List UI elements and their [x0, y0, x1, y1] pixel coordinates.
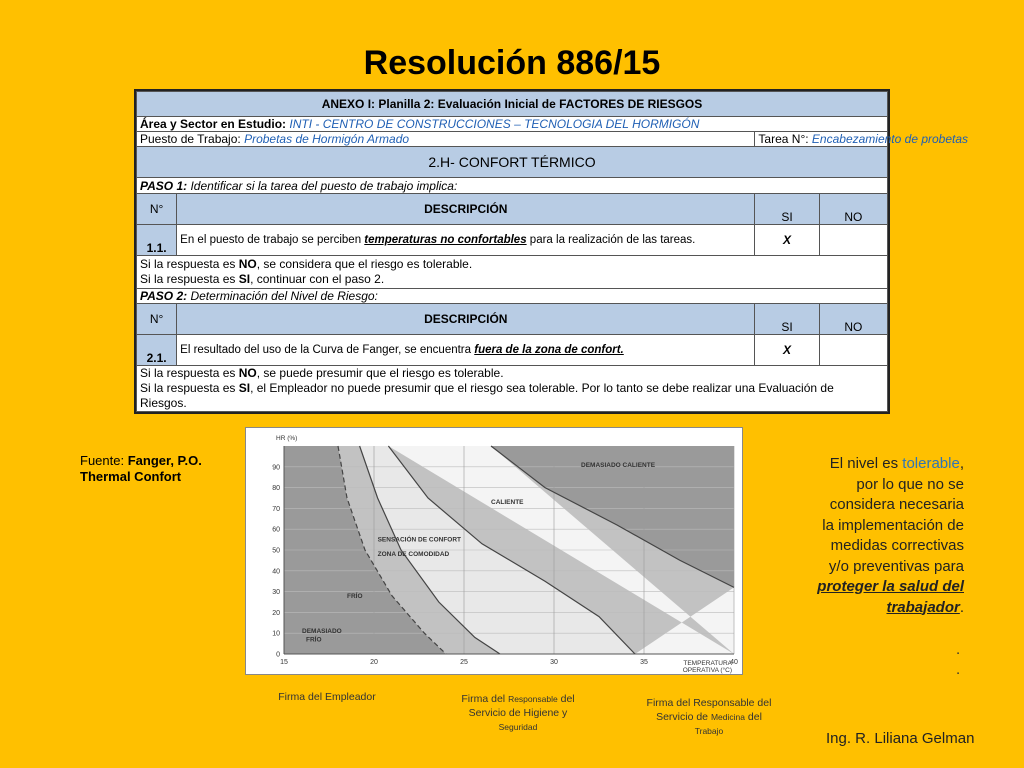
- conclusion-l8b: .: [959, 598, 964, 616]
- conclusion-l5: medidas correctivas: [830, 537, 964, 554]
- dot-1: .: [956, 641, 961, 658]
- row1-text-post: para la realización de las tareas.: [526, 234, 696, 246]
- x-axis-label-1: TEMPERATURA: [683, 660, 732, 667]
- x-tick-label: 20: [370, 659, 378, 666]
- zone-label: DEMASIADO: [302, 628, 342, 636]
- puesto-row: [137, 132, 888, 147]
- col-desc-2: DESCRIPCIÓN: [177, 304, 755, 335]
- col-no: NO: [819, 194, 887, 225]
- paso1-notes: [137, 256, 888, 289]
- col-n-2: N°: [137, 304, 177, 335]
- row1-text-emph: temperaturas no confortables: [364, 234, 527, 246]
- zone-label: CALIENTE: [491, 499, 524, 507]
- paso1-row: [137, 178, 888, 194]
- note2-a: Si la respuesta es NO, se puede presumir que el riesgo es tolerable.: [140, 366, 504, 380]
- source-author: Fanger, P.O.: [127, 453, 202, 468]
- table-row: [137, 335, 888, 366]
- zone-label: FRÍO: [347, 592, 363, 600]
- puesto-label: Puesto de Trabajo:: [140, 132, 241, 146]
- sheet-header-row: [137, 92, 888, 117]
- author-name: Ing. R. Liliana Gelman: [826, 730, 975, 747]
- y-tick-label: 90: [272, 464, 280, 472]
- puesto-value: Probetas de Hormigón Armado: [244, 132, 410, 146]
- area-value: INTI - CENTRO DE CONSTRUCCIONES – TECNOLOGIA DEL HORMIGÓN: [289, 117, 700, 131]
- row2-text-emph: fuera de la zona de confort.: [474, 344, 624, 356]
- signature-hygiene: Firma del Responsable del Servicio de Higiene y Seguridad: [461, 693, 575, 732]
- paso1-text: Identificar si la tarea del puesto de trabajo implica:: [190, 178, 458, 193]
- conclusion-l8: trabajador: [886, 598, 960, 616]
- note2-b: Si la respuesta es SI, el Empleador no puede presumir que el riesgo sea tolerable. Por lo tanto se debe realizar una Evaluación de Riesgos.: [140, 381, 834, 410]
- col-no-2: NO: [819, 304, 887, 335]
- x-tick-label: 30: [550, 659, 558, 666]
- signature-employer: [262, 690, 392, 704]
- dot-2: .: [956, 661, 961, 678]
- conclusion-l4: la implementación de: [822, 516, 964, 534]
- conclusion-l2: por lo que no se: [856, 475, 964, 493]
- page-title: Resolución 886/15: [363, 44, 661, 82]
- y-tick-label: 20: [272, 609, 280, 617]
- area-label: Área y Sector en Estudio:: [140, 117, 287, 131]
- conclusion-l1c: ,: [959, 455, 964, 472]
- fanger-chart: [245, 427, 743, 675]
- zone-label: SENSACIÓN DE CONFORT: [377, 536, 462, 544]
- zone-label: FRÍO: [306, 636, 322, 644]
- row1-si-mark: X: [755, 225, 819, 256]
- sheet-header: ANEXO I: Planilla 2: Evaluación Inicial de FACTORES DE RIESGOS: [137, 92, 888, 117]
- col-si-2: SI: [755, 304, 819, 335]
- row1-num: 1.1.: [137, 225, 177, 256]
- area-row: [137, 117, 888, 132]
- note1-b: Si la respuesta es SI, continuar con el paso 2.: [140, 272, 385, 286]
- paso2-text: Determinación del Nivel de Riesgo:: [190, 289, 378, 303]
- conclusion-tolerable: tolerable: [902, 455, 960, 472]
- x-tick-label: 35: [640, 659, 648, 666]
- tarea-label: Tarea N°:: [758, 132, 809, 146]
- signature-employer-label: Firma del Empleador: [278, 691, 376, 703]
- col-si: SI: [755, 194, 819, 225]
- tarea-value: Encabezamiento de probetas: [811, 132, 969, 146]
- col-n: N°: [137, 194, 177, 225]
- conclusion-l6: y/o preventivas para: [828, 557, 964, 575]
- signature-medicine: Firma del Responsable del Servicio de Medicina del Trabajo: [646, 697, 772, 736]
- conclusion-l3: considera necesaria: [829, 496, 964, 513]
- y-tick-label: 0: [276, 651, 280, 659]
- row1-no-mark: [819, 225, 887, 256]
- x-tick-label: 25: [460, 659, 468, 666]
- paso1-columns: [137, 194, 888, 225]
- x-tick-label: 15: [280, 659, 288, 666]
- row2-text-pre: El resultado del uso de la Curva de Fanger, se encuentra: [180, 344, 475, 356]
- source-label: Fuente:: [80, 453, 128, 468]
- source-caption: [80, 453, 202, 485]
- y-tick-label: 40: [272, 568, 280, 576]
- col-desc: DESCRIPCIÓN: [177, 194, 755, 225]
- evaluation-sheet: [134, 89, 969, 414]
- y-tick-label: 60: [272, 526, 280, 534]
- source-work: Thermal Confort: [80, 469, 182, 484]
- conclusion-l7: proteger la salud del: [817, 578, 964, 595]
- y-tick-label: 30: [272, 589, 280, 597]
- y-tick-label: 80: [272, 485, 280, 493]
- x-tick-label: 40: [730, 659, 738, 666]
- section-title: 2.H- CONFORT TÉRMICO: [137, 147, 888, 178]
- x-axis-label-2: OPERATIVA (°C): [682, 667, 732, 674]
- y-axis-label: HR (%): [276, 435, 298, 442]
- note1-a: Si la respuesta es NO, se considera que el riesgo es tolerable.: [140, 257, 473, 271]
- paso2-label: PASO 2:: [140, 289, 188, 303]
- row2-si-mark: X: [755, 335, 819, 366]
- table-row: [137, 225, 888, 256]
- y-tick-label: 70: [272, 505, 280, 513]
- conclusion-text: [806, 454, 964, 618]
- conclusion-l1a: El nivel es: [829, 455, 903, 472]
- zone-label: ZONA DE COMODIDAD: [377, 551, 450, 559]
- trailing-dots: [956, 640, 960, 680]
- section-row: [137, 147, 888, 178]
- row2-num: 2.1.: [137, 335, 177, 366]
- fanger-chart-svg: [246, 428, 742, 674]
- paso2-notes: [137, 366, 888, 412]
- paso2-columns: [137, 304, 888, 335]
- row1-text-pre: En el puesto de trabajo se perciben: [180, 234, 365, 246]
- y-tick-label: 50: [272, 547, 280, 555]
- paso1-label: PASO 1:: [140, 178, 188, 193]
- zone-label: DEMASIADO CALIENTE: [581, 461, 656, 469]
- y-tick-label: 10: [272, 630, 280, 638]
- paso2-row: [137, 289, 888, 304]
- row2-no-mark: [819, 335, 887, 366]
